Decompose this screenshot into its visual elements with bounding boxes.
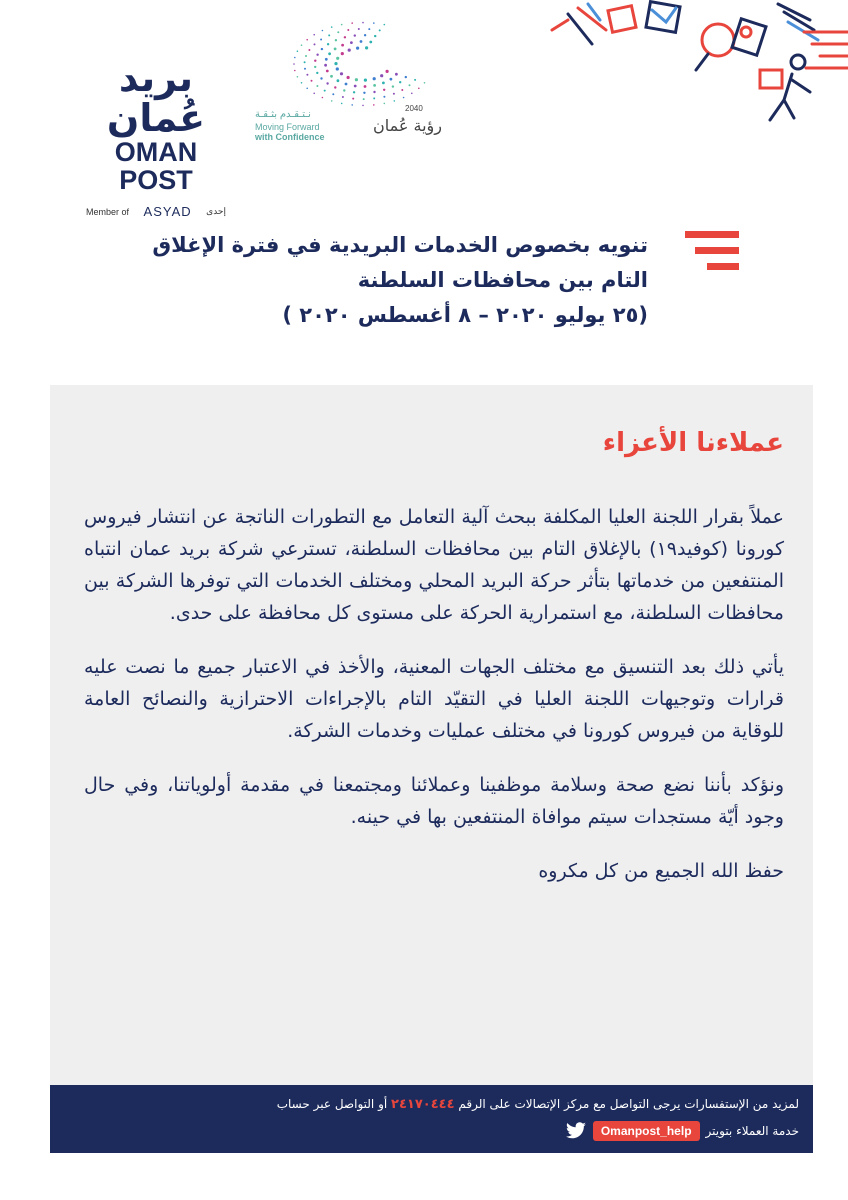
vision-dot xyxy=(320,39,322,41)
vision-dot xyxy=(331,100,333,102)
oman-post-logo xyxy=(86,58,226,219)
vision-dot xyxy=(330,75,333,78)
vision-dot xyxy=(343,89,345,91)
vision-dot xyxy=(351,22,353,24)
vision-dot xyxy=(356,47,359,50)
vision-dot xyxy=(326,82,328,84)
vision-dot xyxy=(347,29,349,31)
oman-post-arabic-name: بريد عُمان xyxy=(106,56,206,140)
vision-dot xyxy=(379,29,381,31)
vision-dot xyxy=(384,24,386,26)
footer-twitter-line xyxy=(565,1121,799,1141)
vision-dot xyxy=(373,84,376,87)
oman-post-english-name: OMAN POST xyxy=(114,137,198,195)
notice-paragraph-2: يأتي ذلك بعد التنسيق مع مختلف الجهات المعنية، والأخذ في الاعتبار جميع ما نصت عليه قرارات وتوجيهات اللجنة العليا في التقيّد التام بالإجراءات الاحترازية والنصائح العامة للوقاية من فيروس كورونا في مختلف عمليات وخدمات الشركة. xyxy=(84,656,784,742)
title-line-2: التام بين محافظات السلطنة xyxy=(357,268,648,292)
vision-dot xyxy=(411,93,413,95)
vision-dot xyxy=(364,34,366,36)
vision-tagline-en-1: Moving Forward xyxy=(255,122,320,132)
vision-dot xyxy=(324,90,326,92)
vision-dot xyxy=(337,31,339,33)
vision-dot xyxy=(382,82,385,85)
contact-footer xyxy=(50,1085,813,1153)
footer-text-a: لمزيد من الإستفسارات يرجى التواصل مع مركز الإتصالات على الرقم xyxy=(458,1097,799,1111)
vision-dot xyxy=(294,70,296,72)
vision-dot xyxy=(332,93,334,95)
vision-dot xyxy=(380,74,383,77)
asyad-group-line xyxy=(86,204,226,219)
vision-dot xyxy=(350,41,353,44)
vision-dot xyxy=(355,78,358,81)
vision-dot xyxy=(383,89,385,91)
group-ar-label: إحدى xyxy=(206,206,226,216)
vision-dot xyxy=(390,78,393,81)
vision-dot xyxy=(328,34,330,36)
vision-dot xyxy=(392,85,394,87)
vision-dot xyxy=(401,89,403,91)
vision-dot xyxy=(373,91,375,93)
vision-dot xyxy=(334,86,336,88)
vision-dot xyxy=(306,39,308,41)
vision-dot xyxy=(342,96,344,98)
vision-dot xyxy=(369,41,372,44)
vision-dot xyxy=(373,104,375,106)
oman-vision-2040-logo xyxy=(255,20,485,142)
vision-dot xyxy=(306,74,308,76)
vision-dot xyxy=(351,104,353,106)
vision-dot xyxy=(314,43,316,45)
twitter-handle-text: Omanpost_help xyxy=(600,1124,692,1138)
footer-text-b: أو التواصل عبر حساب xyxy=(276,1097,388,1111)
vision-dot xyxy=(337,79,340,82)
vision-dot xyxy=(354,85,357,88)
vision-tagline-arabic: نـتـقـدم بثـقـة xyxy=(255,109,311,120)
vision-dot xyxy=(345,83,348,86)
vision-dot xyxy=(316,85,318,87)
twitter-handle-link[interactable] xyxy=(593,1121,700,1141)
vision-tagline xyxy=(255,110,325,142)
vision-dot xyxy=(320,77,322,79)
vision-name: رؤية عُمان xyxy=(373,116,442,135)
vision-dot xyxy=(336,57,339,60)
vision-dot xyxy=(293,63,295,65)
vision-dot xyxy=(294,57,296,59)
vision-dot xyxy=(322,30,324,32)
vision-dot xyxy=(373,77,376,80)
vision-dot xyxy=(314,66,316,68)
twitter-bird-icon xyxy=(565,1122,587,1140)
vision-dot xyxy=(326,70,329,73)
vision-dot xyxy=(322,97,324,99)
vision-year: 2040 xyxy=(405,104,423,113)
vision-dot xyxy=(341,24,343,26)
vision-dot xyxy=(325,58,328,61)
vision-dot xyxy=(365,46,368,49)
footer-customer-service-label: خدمة العملاء بتويتر xyxy=(705,1124,799,1138)
vision-dot xyxy=(327,43,329,45)
asyad-brand: ASYAD xyxy=(143,204,192,219)
vision-dot xyxy=(341,103,343,105)
phone-number[interactable]: ٢٤١٧٠٤٤٤ xyxy=(391,1097,455,1112)
vision-dot xyxy=(324,64,327,67)
notice-title xyxy=(128,228,648,333)
vision-dot xyxy=(348,49,351,52)
vision-dot xyxy=(414,79,416,81)
vision-dot xyxy=(424,82,426,84)
vision-dot xyxy=(363,92,365,94)
vision-dot xyxy=(383,96,385,98)
vision-dot xyxy=(341,44,344,47)
vision-dot xyxy=(335,39,337,41)
member-of-label: Member of xyxy=(86,206,130,217)
vision-dot xyxy=(362,22,364,24)
vision-dot xyxy=(334,48,337,51)
vision-dot xyxy=(393,93,395,95)
vision-dot xyxy=(384,103,386,105)
vision-dot xyxy=(364,79,367,82)
vision-dot xyxy=(386,70,389,73)
vision-dot xyxy=(363,98,365,100)
notice-paragraph-1: عملاً بقرار اللجنة العليا المكلفة ببحث آلية التعامل مع التطورات الناتجة عن انتشار فيروس كورونا (كوفيد١٩) بالإغلاق التام بين محافظات السلطنة، تسترعي شركة بريد عمان انتباه المنتفعين من خدماتها بتأثر حركة البريد المحلي ومختلف الخدمات التي توفرها الشركة بين محافظات السلطنة، مع استمرارية الحركة على مستوى كل محافظة على حدى. xyxy=(84,506,785,624)
vision-dot xyxy=(334,62,337,65)
vision-dot xyxy=(394,100,396,102)
vision-dot xyxy=(409,84,411,86)
vision-dot xyxy=(405,76,407,78)
vision-dot xyxy=(358,28,360,30)
vision-dot xyxy=(301,82,303,84)
notice-panel xyxy=(50,385,813,1085)
vision-dot xyxy=(306,88,308,90)
vision-dot xyxy=(313,34,315,36)
vision-dot xyxy=(314,60,316,62)
vision-dot xyxy=(403,97,405,99)
title-bars-icon xyxy=(683,229,741,273)
vision-dot xyxy=(340,72,343,75)
vision-dot xyxy=(374,35,376,37)
vision-dot xyxy=(399,81,401,83)
greeting-heading: عملاءنا الأعزاء xyxy=(602,428,784,458)
vision-dot xyxy=(301,44,303,46)
vision-dot xyxy=(313,93,315,95)
notice-body xyxy=(84,385,784,909)
vision-dot xyxy=(418,88,420,90)
vision-dot xyxy=(304,68,306,70)
title-line-3: (٢٥ يوليو ٢٠٢٠ – ٨ أغسطس ٢٠٢٠ ) xyxy=(282,303,648,327)
vision-dot xyxy=(331,26,333,28)
vision-dot xyxy=(373,22,375,24)
title-line-1: تنويه بخصوص الخدمات البريدية في فترة الإغلاق xyxy=(152,233,648,257)
vision-dot xyxy=(305,55,307,57)
vision-dot xyxy=(352,98,354,100)
vision-dot xyxy=(316,72,318,74)
vision-dot xyxy=(360,40,363,43)
closing-line: حفظ الله الجميع من كل مكروه xyxy=(538,860,784,882)
vision-dot xyxy=(341,52,344,55)
header-illustration xyxy=(548,0,848,140)
vision-dot xyxy=(373,97,375,99)
notice-paragraph-3: ونؤكد بأننا نضع صحة وسلامة موظفينا وعملائنا ومجتمعنا في مقدمة أولوياتنا، وفي حال وجود أيّة مستجدات سيتم موافاة المنتفعين بها في حينه. xyxy=(84,774,784,828)
vision-dot xyxy=(368,28,370,30)
vision-dot xyxy=(321,48,323,50)
vision-tagline-en-2: with Confidence xyxy=(255,132,325,142)
vision-dot xyxy=(347,76,350,79)
vision-dot xyxy=(336,67,339,70)
vision-dot xyxy=(304,61,306,63)
vision-dot xyxy=(316,54,318,56)
vision-dot xyxy=(308,49,310,51)
vision-dot xyxy=(353,91,355,93)
footer-contact-line xyxy=(277,1097,799,1112)
vision-dot xyxy=(297,76,299,78)
vision-dot xyxy=(362,105,364,107)
vision-dot xyxy=(395,73,398,76)
vision-dot xyxy=(311,80,313,82)
vision-dot xyxy=(364,85,367,88)
vision-dot xyxy=(344,36,346,38)
vision-dot xyxy=(328,52,331,55)
vision-dots-graphic xyxy=(293,20,433,110)
vision-dot xyxy=(354,34,356,36)
vision-dot xyxy=(297,50,299,52)
